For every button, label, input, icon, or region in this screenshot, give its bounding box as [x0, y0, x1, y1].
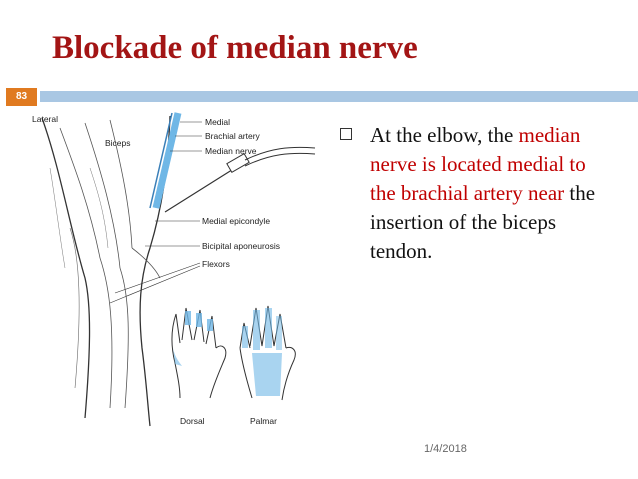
label-dorsal: Dorsal	[180, 416, 205, 426]
title-divider	[0, 88, 638, 106]
bullet-text-part1: At the elbow, the	[370, 123, 514, 147]
palmar-hand-drawing	[240, 306, 295, 400]
label-medial: Medial	[205, 117, 231, 127]
label-median-nerve: Median nerve	[205, 146, 257, 156]
elbow-anatomy-illustration	[30, 108, 330, 433]
bullet-text-highlight: median nerve is located medial to the brachial artery near	[370, 123, 586, 205]
bullet-text-part3: the insertion of the biceps tendon.	[370, 181, 596, 263]
label-flexors: Flexors	[202, 259, 230, 269]
bullet-square-icon	[340, 128, 352, 140]
slide-title: Blockade of median nerve	[52, 30, 418, 66]
bullet-text	[370, 121, 610, 266]
divider-bar	[40, 91, 638, 102]
label-biceps: Biceps	[105, 138, 131, 148]
label-medial-epicondyle: Medial epicondyle	[202, 216, 271, 226]
dorsal-hand-drawing	[172, 308, 226, 398]
label-lateral: Lateral	[32, 114, 58, 124]
label-brachial-artery: Brachial artery	[205, 131, 260, 141]
bullet-point	[340, 121, 610, 266]
slide-number: 83	[6, 88, 37, 106]
label-bicipital-aponeurosis: Bicipital aponeurosis	[202, 241, 280, 251]
label-palmar: Palmar	[250, 416, 277, 426]
slide-date: 1/4/2018	[424, 443, 467, 455]
